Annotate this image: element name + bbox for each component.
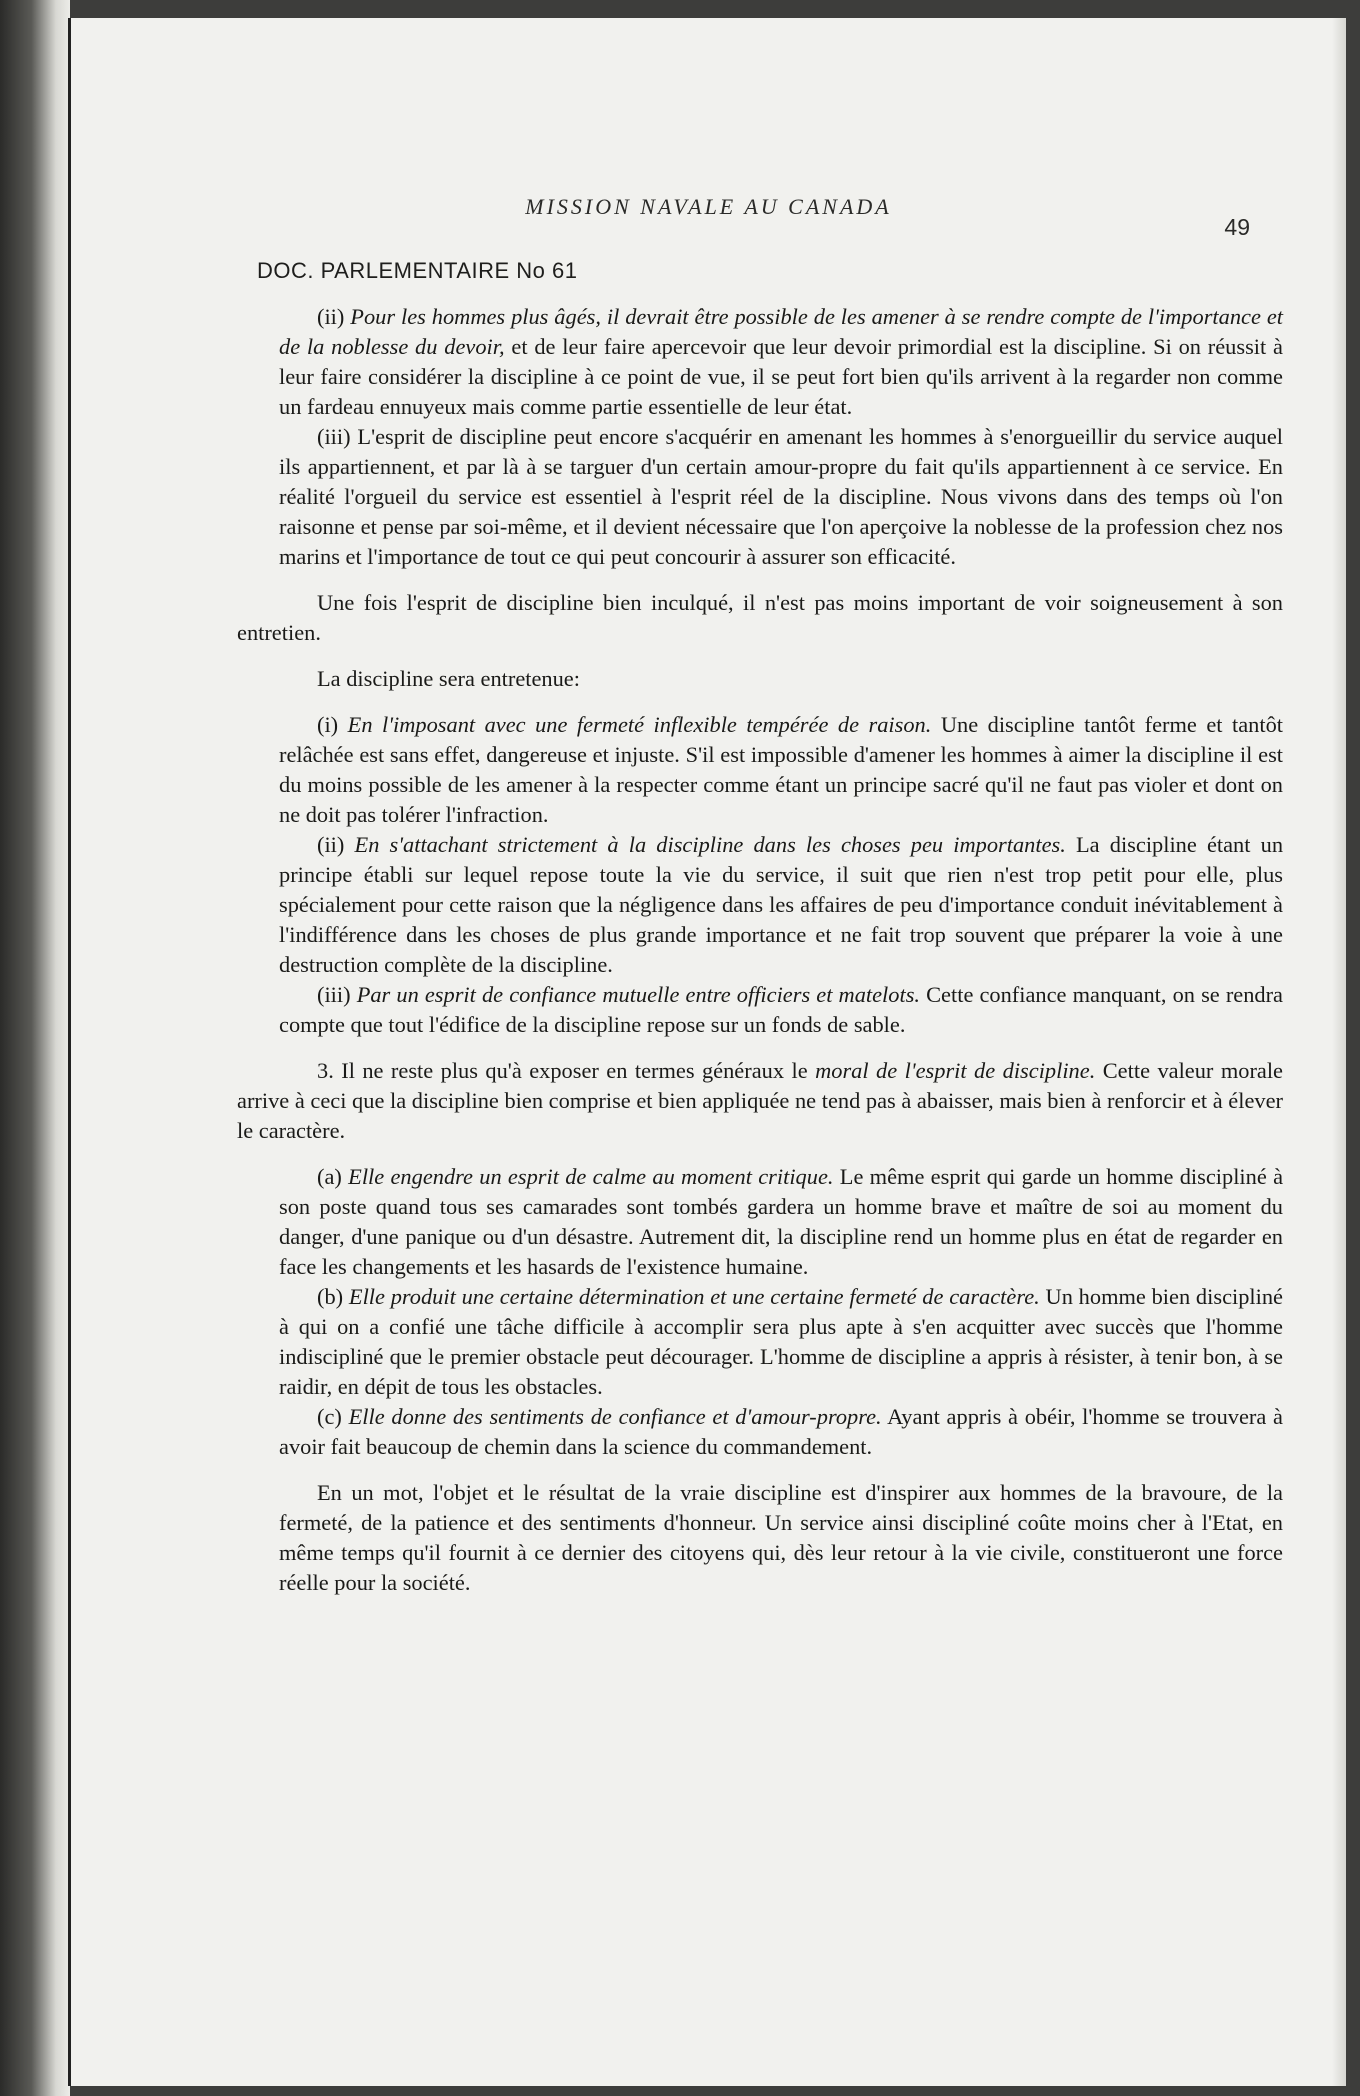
item-label: (b)	[317, 1284, 344, 1309]
paragraph-text: Une fois l'esprit de discipline bien inculqué, il n'est pas moins important de voir soigneusement à son entretien.	[237, 590, 1283, 645]
italic-phrase: En l'imposant avec une fermeté inflexible tempérée de raison.	[347, 712, 932, 737]
paragraph-text: et de leur faire apercevoir que leur devoir primordial est la discipline. Si on réussit à leur faire considérer la discipline à ce point de vue, il se peut fort bien qu'ils arrivent à la regarder non comme un fardeau ennuyeux mais comme partie essentielle de leur état.	[279, 334, 1283, 419]
paragraph-text: Un homme bien discipliné à qui on a confié une tâche difficile à accomplir sera plus apte à s'en acquitter avec succès que l'homme indiscipliné que le premier obstacle peut décourager. L'homme de discipline a appris à résister, à tenir bon, à se raidir, en dépit de tous les obstacles.	[279, 1284, 1283, 1399]
italic-phrase: En s'attachant strictement à la discipline dans les choses peu importantes.	[354, 832, 1066, 857]
italic-phrase: Elle donne des sentiments de confiance et d'amour-propre.	[348, 1404, 882, 1429]
paragraph	[279, 1162, 1283, 1282]
paragraph	[279, 1478, 1283, 1598]
paragraph-text: Ayant appris à obéir, l'homme se trouvera à avoir fait beaucoup de chemin dans la science du commandement.	[279, 1404, 1283, 1459]
item-label: (ii)	[317, 832, 345, 857]
italic-phrase: Elle engendre un esprit de calme au moment critique.	[348, 1164, 834, 1189]
paragraph	[279, 830, 1283, 980]
paragraph	[279, 710, 1283, 830]
item-label: (a)	[317, 1164, 342, 1189]
italic-phrase: Par un esprit de confiance mutuelle entre officiers et matelots.	[356, 982, 921, 1007]
paragraph-text: Une discipline tantôt ferme et tantôt relâchée est sans effet, dangereuse et injuste. S'il est impossible d'amener les hommes à aimer la discipline il est du moins possible de les amener à la respecter comme étant un principe sacré qu'il ne faut pas violer et dont on ne doit pas tolérer l'infraction.	[279, 712, 1283, 827]
item-label: (ii)	[317, 304, 345, 329]
paragraph	[279, 1282, 1283, 1402]
item-label: (i)	[317, 712, 339, 737]
running-title: MISSION NAVALE AU CANADA	[525, 194, 892, 219]
body-text	[237, 302, 1284, 1598]
paragraph-text: La discipline étant un principe établi sur lequel repose toute la vie du service, il suit que rien n'est trop petit pour elle, plus spécialement pour cette raison que la négligence dans les affaires de peu d'importance conduit inévitablement à l'indifférence dans les choses de plus grande importance et ne fait trop souvent que préparer la voie à une destruction complète de la discipline.	[279, 832, 1284, 977]
paragraph	[279, 422, 1283, 572]
paragraph	[237, 664, 1283, 694]
paragraph-text: 3. Il ne reste plus qu'à exposer en termes généraux le	[317, 1058, 808, 1083]
italic-phrase: Pour les hommes plus âgés, il devrait être possible de les amener à se rendre compte de l'importance et de la noblesse du devoir,	[279, 304, 1283, 359]
page-number: 49	[1224, 214, 1250, 240]
document-reference: DOC. PARLEMENTAIRE No 61	[257, 258, 578, 283]
item-label: (iii)	[317, 982, 351, 1007]
book-spine-shadow	[0, 0, 70, 2096]
paragraph-text: La discipline sera entretenue:	[317, 666, 580, 691]
paragraph	[237, 1056, 1283, 1146]
paragraph	[279, 302, 1283, 422]
paragraph-text: Cette valeur morale arrive à ceci que la discipline bien comprise et bien appliquée ne tend pas à abaisser, mais bien à renforcir et à élever le caractère.	[237, 1058, 1283, 1143]
paragraph-text: En un mot, l'objet et le résultat de la vraie discipline est d'inspirer aux hommes de la bravoure, de la fermeté, de la patience et des sentiments d'honneur. Un service ainsi discipliné coûte moins cher à l'Etat, en même temps qu'il fournit à ce dernier des citoyens qui, dès leur retour à la vie civile, constitueront une force réelle pour la société.	[279, 1480, 1283, 1595]
paragraph-text: (iii) L'esprit de discipline peut encore s'acquérir en amenant les hommes à s'enorgueillir du service auquel ils appartiennent, et par là à se targuer d'un certain amour-propre du fait qu'ils appartiennent à ce service. En réalité l'orgueil du service est essentiel à l'esprit réel de la discipline. Nous vivons dans des temps où l'on raisonne et pense par soi-même, et il devient nécessaire que l'on aperçoive la noblesse de la profession chez nos marins et l'importance de tout ce qui peut concourir à assurer son efficacité.	[279, 424, 1283, 569]
italic-phrase: Elle produit une certaine détermination et une certaine fermeté de caractère.	[348, 1284, 1040, 1309]
italic-phrase: moral de l'esprit de discipline.	[815, 1058, 1096, 1083]
paragraph	[279, 980, 1283, 1040]
document-page	[68, 18, 1346, 2086]
paragraph	[279, 1402, 1283, 1462]
paragraph-text: Le même esprit qui garde un homme discipliné à son poste quand tous ses camarades sont tombés gardera un homme brave et maître de soi au moment du danger, d'une panique ou d'un désastre. Autrement dit, la discipline rend un homme plus en état de regarder en face les changements et les hasards de l'existence humaine.	[279, 1164, 1284, 1279]
item-label: (c)	[317, 1404, 342, 1429]
paragraph-text: Cette confiance manquant, on se rendra compte que tout l'édifice de la discipline repose sur un fonds de sable.	[279, 982, 1283, 1037]
paragraph	[237, 588, 1283, 648]
page-edge-shadow	[1332, 18, 1346, 2086]
